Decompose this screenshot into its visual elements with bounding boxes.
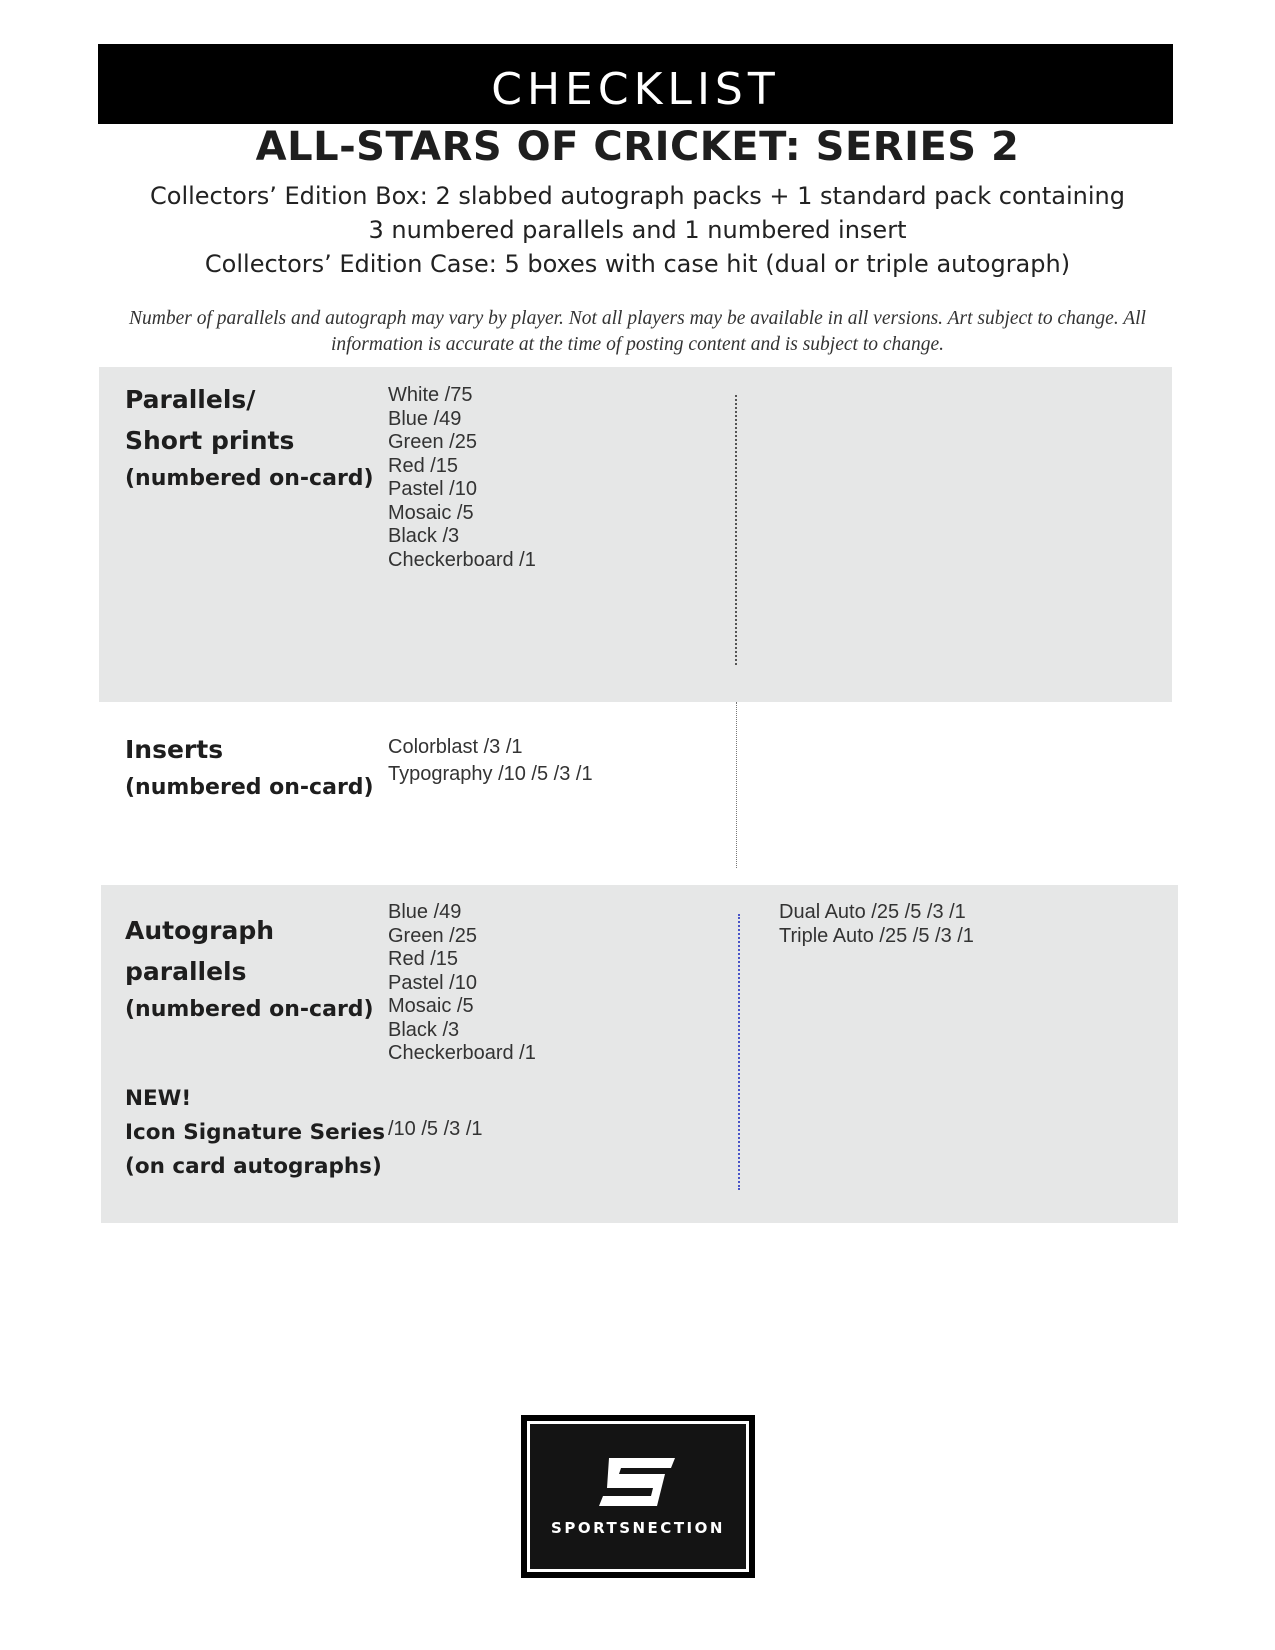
column-divider <box>738 914 740 1190</box>
inserts-label-note: (numbered on-card) <box>125 775 374 800</box>
box-description: Collectors’ Edition Box: 2 slabbed autograph packs + 1 standard pack containing 3 numbered parallels and 1 numbered insert <box>150 182 1125 244</box>
list-item: Green /25 <box>388 431 477 453</box>
column-divider <box>735 395 737 665</box>
list-item: White /75 <box>388 384 473 406</box>
disclaimer: Number of parallels and autograph may vary by player. Not all players may be available in all versions. Art subject to change. All information is accurate at the time of posting content and is subject to change. <box>129 308 1146 355</box>
list-item: Typography /10 /5 /3 /1 <box>388 763 593 785</box>
autographs-label-line1: Autograph <box>125 916 275 945</box>
icon-signature-label <box>125 1082 385 1184</box>
list-item: Triple Auto /25 /5 /3 /1 <box>779 924 974 947</box>
icon-signature-values: /10 /5 /3 /1 <box>388 1118 483 1140</box>
logo-wordmark: SPORTSNECTION <box>551 1519 725 1537</box>
parallels-label <box>125 379 374 497</box>
autographs-label-line2: parallels <box>125 957 247 986</box>
list-item: Black /3 <box>388 525 460 547</box>
autographs-label <box>125 910 374 1028</box>
new-badge: NEW! <box>125 1086 192 1111</box>
inserts-list <box>388 734 593 788</box>
list-item: Pastel /10 <box>388 971 477 994</box>
parallels-label-note: (numbered on-card) <box>125 466 374 491</box>
sportsnection-logo <box>521 1415 755 1578</box>
list-item: Black /3 <box>388 1018 460 1041</box>
list-item: Colorblast /3 /1 <box>388 736 523 758</box>
page-title: ALL-STARS OF CRICKET: SERIES 2 <box>255 124 1020 170</box>
inserts-label <box>125 729 374 806</box>
list-item: Blue /49 <box>388 407 462 430</box>
list-item: Red /15 <box>388 454 459 477</box>
list-item: Green /25 <box>388 924 477 947</box>
case-description: Collectors’ Edition Case: 5 boxes with case hit (dual or triple autograph) <box>204 250 1071 278</box>
list-item: Dual Auto /25 /5 /3 /1 <box>779 901 966 923</box>
list-item: Checkerboard /1 <box>388 548 536 571</box>
list-item: Pastel /10 <box>388 478 477 500</box>
case-hits-list <box>779 901 974 948</box>
list-item: Checkerboard /1 <box>388 1042 536 1064</box>
banner-text: CHECKLIST <box>491 64 780 115</box>
s-logo-icon <box>599 1458 677 1506</box>
parallels-label-line1: Parallels/ <box>125 385 256 414</box>
inserts-section <box>99 702 1172 884</box>
parallels-list <box>388 384 536 572</box>
list-item: Mosaic /5 <box>388 995 474 1017</box>
list-item: Red /15 <box>388 948 459 970</box>
autographs-list <box>388 901 536 1066</box>
icon-signature-note: (on card autographs) <box>125 1154 382 1179</box>
autographs-label-note: (numbered on-card) <box>125 997 374 1022</box>
parallels-label-line2: Short prints <box>125 426 295 455</box>
list-item: Mosaic /5 <box>388 501 474 524</box>
checklist-banner <box>98 44 1173 124</box>
autographs-section <box>101 885 1178 1223</box>
icon-signature-title: Icon Signature Series <box>125 1120 386 1145</box>
list-item: Blue /49 <box>388 901 462 923</box>
column-divider <box>736 702 737 868</box>
inserts-label-title: Inserts <box>125 735 224 764</box>
parallels-section <box>99 367 1172 702</box>
